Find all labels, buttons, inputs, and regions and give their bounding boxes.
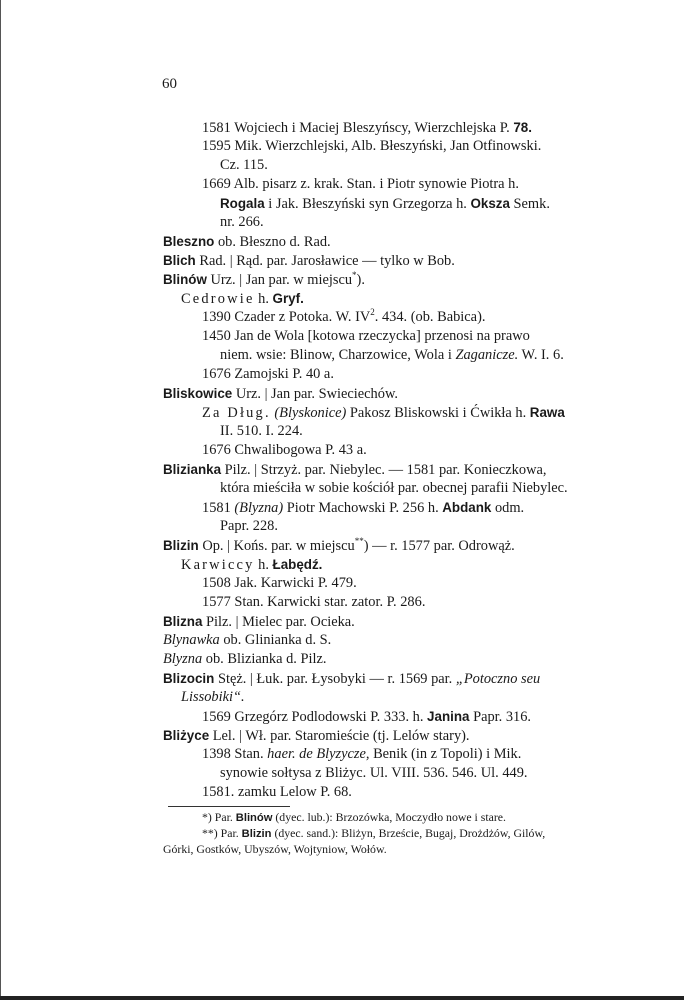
text-segment: Karwiccy — [181, 557, 255, 573]
text-segment: (Blyzna) — [234, 500, 284, 516]
entry-headword: Rawa — [529, 405, 565, 420]
text-line — [202, 707, 531, 727]
entry-headword: Janina — [427, 709, 470, 724]
text-segment: ob. Blizianka d. Pilz. — [202, 651, 327, 667]
text-segment: ) — r. 1577 par. Odrowąż. — [363, 538, 515, 554]
entry-headword: 78. — [513, 120, 532, 135]
text-line — [163, 726, 470, 746]
text-segment: Papr. 228. — [220, 518, 278, 534]
text-line — [181, 555, 322, 575]
entry-headword: Oksza — [470, 196, 510, 211]
text-segment: synowie sołtysa z Bliżyc. Ul. VIII. 536. 546. Ul. 449. — [220, 765, 528, 781]
text-segment: 1676 Zamojski P. 40 a. — [202, 366, 334, 382]
text-line — [202, 783, 352, 802]
text-line — [220, 346, 564, 365]
text-line — [220, 194, 550, 214]
footnote-marker: 2 — [370, 307, 375, 318]
text-segment: W. I. 6. — [518, 347, 564, 363]
text-segment: Za Dług. — [202, 405, 271, 421]
text-line — [202, 745, 521, 764]
text-line — [163, 612, 355, 632]
text-segment: 1595 Mik. Wierzchlejski, Alb. Błeszyński, Jan Otfinowski. — [202, 138, 542, 154]
entry-headword: Bleszno — [163, 234, 215, 249]
entry-headword: Blizin — [163, 538, 199, 553]
text-segment: Piotr Machowski P. 256 h. — [283, 500, 443, 516]
text-segment: h. — [254, 557, 273, 573]
text-line — [202, 118, 532, 138]
text-line — [163, 384, 398, 404]
footnote-marker: ** — [354, 536, 364, 547]
text-line — [220, 764, 528, 783]
entry-headword: Gryf. — [272, 291, 304, 306]
footnote-marker: * — [352, 270, 357, 281]
text-segment: Cz. 115. — [220, 157, 268, 173]
entry-headword: Blinów — [235, 812, 273, 824]
scan-edge-bottom — [0, 996, 684, 1000]
text-segment: h. — [254, 291, 273, 307]
text-line — [163, 270, 365, 290]
text-segment: Górki, Gostków, Ubyszów, Wojtyniow, Wołów. — [163, 842, 387, 856]
entry-headword: Abdank — [442, 500, 492, 515]
text-segment: Zaganicze. — [455, 347, 519, 363]
text-segment: „Potoczno seu — [455, 671, 541, 687]
text-segment: 1581 Wojciech i Maciej Bleszyńscy, Wierzchlejska P. — [202, 120, 514, 136]
text-line — [202, 574, 357, 593]
text-segment: Semk. — [509, 196, 550, 212]
entry-headword: Blinów — [163, 272, 207, 287]
text-segment: niem. wsie: Blinow, Charzowice, Wola i — [220, 347, 456, 363]
text-segment: (dyec. lub.): Brzozówka, Moczydło nowe i stare. — [272, 810, 506, 824]
text-line — [163, 669, 540, 689]
text-segment: 1581. zamku Lelow P. 68. — [202, 784, 352, 800]
text-segment: Lissobiki“. — [181, 689, 245, 705]
footnote-rule — [168, 806, 290, 807]
text-segment: II. 510. I. 224. — [220, 423, 303, 439]
entry-headword: Blizin — [241, 828, 272, 840]
text-line — [220, 156, 268, 175]
text-line — [202, 308, 485, 327]
text-line — [202, 175, 519, 194]
text-line — [202, 441, 367, 460]
text-line — [220, 517, 278, 536]
entry-headword: Rogala — [220, 196, 265, 211]
text-segment: Urz. | Jan par. Swieciechów. — [232, 386, 399, 402]
text-segment: 1450 Jan de Wola [kotowa rzeczycka] przenosi na prawo — [202, 328, 530, 344]
text-segment: Cedrowie — [181, 291, 255, 307]
text-segment: *) Par. — [202, 810, 236, 824]
text-line — [202, 137, 541, 156]
text-line — [163, 251, 455, 271]
text-line — [220, 479, 568, 498]
entry-headword: Blizianka — [163, 462, 222, 477]
text-segment: nr. 266. — [220, 214, 264, 230]
text-line — [163, 536, 515, 556]
text-segment: **) Par. — [202, 826, 242, 840]
footnote-line — [202, 826, 545, 842]
text-line — [202, 327, 530, 346]
text-segment: 1390 Czader z Potoka. W. IV — [202, 309, 371, 325]
entry-headword: Blich — [163, 253, 196, 268]
text-segment: 1508 Jak. Karwicki P. 479. — [202, 575, 357, 591]
text-line — [163, 650, 326, 669]
text-segment: 1569 Grzegórz Podlodowski P. 333. h. — [202, 709, 428, 725]
text-segment: 1581 — [202, 500, 235, 516]
entry-headword: Blizocin — [163, 671, 215, 686]
text-line — [202, 498, 524, 518]
page-number: 60 — [162, 76, 177, 92]
text-segment: Lel. | Wł. par. Staromieście (tj. Lelów stary). — [209, 728, 470, 744]
text-segment: Urz. | Jan par. w miejscu — [206, 272, 353, 288]
text-line — [181, 688, 245, 707]
text-line — [202, 365, 334, 384]
text-segment: (Blyskonice) — [274, 405, 347, 421]
entry-headword: Bliżyce — [163, 728, 210, 743]
text-segment: która mieściła w sobie kościół par. obecnej parafii Niebylec. — [220, 480, 568, 496]
entry-headword: Bliskowice — [163, 386, 233, 401]
text-line — [181, 289, 304, 309]
text-segment: i Jak. Błeszyński syn Grzegorza h. — [264, 196, 471, 212]
text-segment: Rad. | Rąd. par. Jarosławice — tylko w Bob. — [195, 253, 455, 269]
footnote-line — [202, 810, 506, 826]
text-line — [220, 213, 264, 232]
text-segment: Benik (in z Topoli) i Mik. — [369, 746, 522, 762]
text-line — [163, 460, 546, 480]
entry-headword: Blizna — [163, 614, 203, 629]
text-segment: haer. de Blyzycze, — [267, 746, 370, 762]
text-segment: . 434. (ob. Babica). — [374, 309, 486, 325]
text-segment: Blynawka — [163, 632, 220, 648]
footnote-line — [163, 842, 387, 857]
text-segment: ob. Glinianka d. S. — [219, 632, 332, 648]
text-segment: odm. — [491, 500, 525, 516]
text-line — [202, 403, 565, 423]
text-segment: Pilz. | Strzyż. par. Niebylec. — 1581 par. Konieczkowa, — [221, 462, 547, 478]
text-line — [220, 422, 303, 441]
scan-edge-left — [0, 0, 1, 1000]
text-segment: 1669 Alb. pisarz z. krak. Stan. i Piotr synowie Piotra h. — [202, 176, 519, 192]
text-segment: ob. Błeszno d. Rad. — [214, 234, 331, 250]
text-line — [202, 593, 425, 612]
text-segment: Op. | Końs. par. w miejscu — [198, 538, 355, 554]
text-segment: 1676 Chwalibogowa P. 43 a. — [202, 442, 367, 458]
text-segment: Blyzna — [163, 651, 203, 667]
text-segment: Papr. 316. — [469, 709, 532, 725]
entry-headword: Łabędź. — [272, 557, 323, 572]
text-segment: 1577 Stan. Karwicki star. zator. P. 286. — [202, 594, 426, 610]
text-segment: Stęż. | Łuk. par. Łysobyki — r. 1569 par. — [214, 671, 456, 687]
text-segment: Pilz. | Mielec par. Ocieka. — [202, 614, 355, 630]
text-segment: Pakosz Bliskowski i Ćwikła h. — [346, 405, 530, 421]
text-segment: 1398 Stan. — [202, 746, 268, 762]
text-segment: ). — [356, 272, 365, 288]
text-line — [163, 631, 331, 650]
text-segment: (dyec. sand.): Bliżyn, Brzeście, Bugaj, Drożdżów, Gilów, — [271, 826, 546, 840]
text-line — [163, 232, 331, 252]
